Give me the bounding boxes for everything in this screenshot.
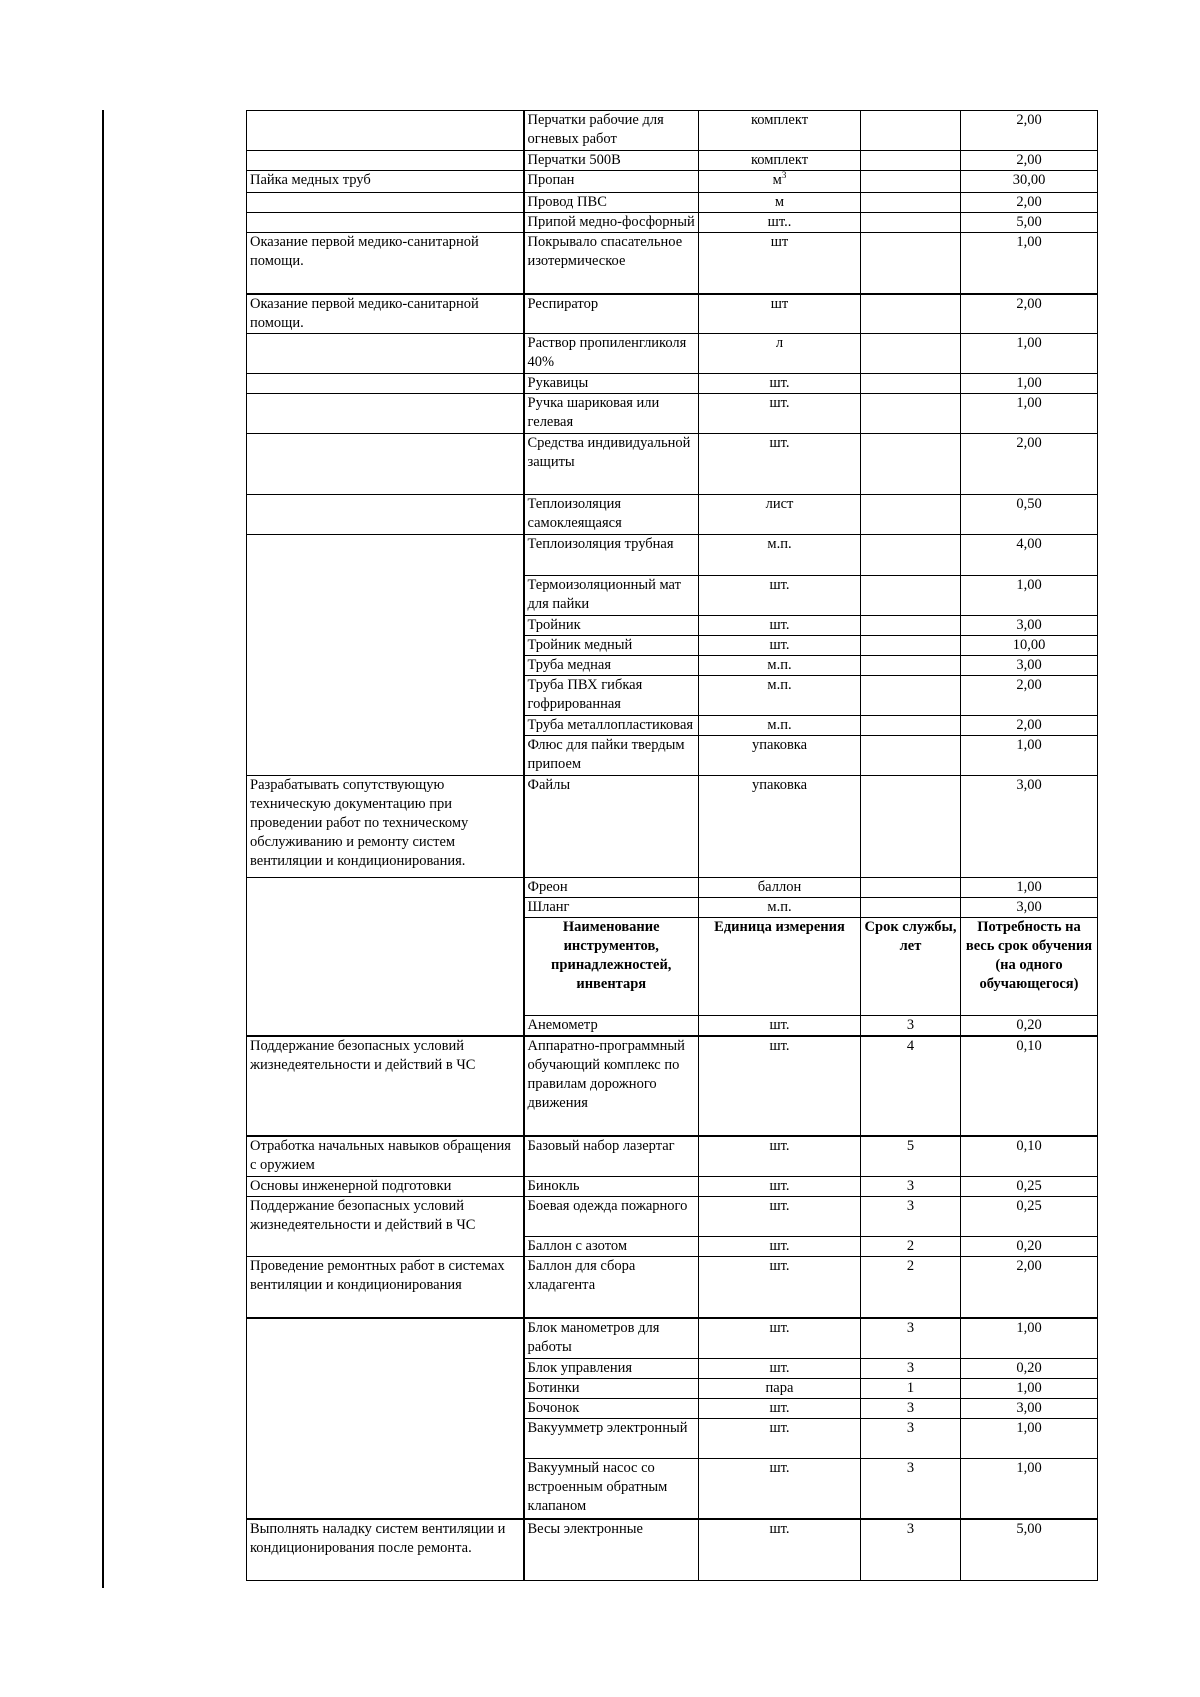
- unit-cell: шт.: [699, 1256, 861, 1318]
- service-life-cell: [861, 495, 961, 535]
- item-name-cell: Весы электронные: [524, 1519, 699, 1580]
- unit-cell: шт.: [699, 1016, 861, 1037]
- quantity-cell: 2,00: [961, 434, 1098, 495]
- header-quantity: Потребность на весь срок обучения (на одного обучающегося): [961, 918, 1098, 1016]
- quantity-cell: 2,00: [961, 294, 1098, 334]
- unit-cell: м.п.: [699, 716, 861, 736]
- service-life-cell: [861, 776, 961, 878]
- item-name-cell: Респиратор: [524, 294, 699, 334]
- quantity-cell: 5,00: [961, 213, 1098, 233]
- unit-cell: шт: [699, 233, 861, 294]
- unit-cell: [699, 171, 861, 193]
- item-name-cell: Блок манометров для работы: [524, 1318, 699, 1358]
- activity-cell: [247, 111, 524, 151]
- item-name-cell: Баллон для сбора хладагента: [524, 1256, 699, 1318]
- unit-cell: шт.: [699, 1418, 861, 1458]
- quantity-cell: 4,00: [961, 535, 1098, 576]
- unit-cell: шт.: [699, 394, 861, 434]
- activity-cell: [247, 213, 524, 233]
- activity-cell: Оказание первой медико-санитарной помощи.: [247, 233, 524, 294]
- header-service-life: Срок службы, лет: [861, 918, 961, 1016]
- activity-cell: Поддержание безопасных условий жизнедеятельности и действий в ЧС: [247, 1196, 524, 1256]
- item-name-cell: Блок управления: [524, 1358, 699, 1378]
- table-row: [247, 1136, 1098, 1176]
- item-name-cell: Базовый набор лазертаг: [524, 1136, 699, 1176]
- service-life-cell: [861, 878, 961, 898]
- item-name-cell: Труба ПВХ гибкая гофрированная: [524, 676, 699, 716]
- service-life-cell: 3: [861, 1519, 961, 1580]
- service-life-cell: 3: [861, 1358, 961, 1378]
- service-life-cell: [861, 636, 961, 656]
- activity-cell: Пайка медных труб: [247, 171, 524, 193]
- item-name-cell: Перчатки 500В: [524, 151, 699, 171]
- header-unit: Единица измерения: [699, 918, 861, 1016]
- table-row: [247, 434, 1098, 495]
- quantity-cell: 2,00: [961, 151, 1098, 171]
- item-name-cell: Фреон: [524, 878, 699, 898]
- item-name-cell: Флюс для пайки твердым припоем: [524, 736, 699, 776]
- item-name-cell: Средства индивидуальной защиты: [524, 434, 699, 495]
- unit-cell: шт.: [699, 1036, 861, 1136]
- quantity-cell: 2,00: [961, 716, 1098, 736]
- service-life-cell: [861, 233, 961, 294]
- quantity-cell: 1,00: [961, 334, 1098, 374]
- quantity-cell: 30,00: [961, 171, 1098, 193]
- service-life-cell: [861, 111, 961, 151]
- unit-cell: шт.: [699, 1358, 861, 1378]
- activity-cell: [247, 878, 524, 1037]
- service-life-cell: 3: [861, 1016, 961, 1037]
- activity-cell: Поддержание безопасных условий жизнедеятельности и действий в ЧС: [247, 1036, 524, 1136]
- quantity-cell: 0,20: [961, 1358, 1098, 1378]
- item-name-cell: Файлы: [524, 776, 699, 878]
- activity-cell: Выполнять наладку систем вентиляции и кондиционирования после ремонта.: [247, 1519, 524, 1580]
- unit-cell: м: [699, 193, 861, 213]
- unit-cell: комплект: [699, 111, 861, 151]
- table-row: [247, 776, 1098, 878]
- unit-cell: шт.: [699, 374, 861, 394]
- quantity-cell: 1,00: [961, 878, 1098, 898]
- item-name-cell: Вакуумный насос со встроенным обратным клапаном: [524, 1458, 699, 1519]
- activity-cell: Разрабатывать сопутствующую техническую документацию при проведении работ по техническому обслуживанию и ремонту систем вентиляции и кондиционирования.: [247, 776, 524, 878]
- quantity-cell: 1,00: [961, 1458, 1098, 1519]
- table-row: [247, 1176, 1098, 1196]
- quantity-cell: 2,00: [961, 1256, 1098, 1318]
- activity-cell: [247, 374, 524, 394]
- quantity-cell: 2,00: [961, 193, 1098, 213]
- unit-cell: баллон: [699, 878, 861, 898]
- unit-cell: шт.: [699, 1236, 861, 1256]
- service-life-cell: 3: [861, 1196, 961, 1236]
- unit-cell: шт.: [699, 434, 861, 495]
- quantity-cell: 3,00: [961, 616, 1098, 636]
- service-life-cell: [861, 616, 961, 636]
- item-name-cell: Анемометр: [524, 1016, 699, 1037]
- left-margin-rule: [102, 110, 104, 1588]
- quantity-cell: 1,00: [961, 576, 1098, 616]
- item-name-cell: Рукавицы: [524, 374, 699, 394]
- unit-cell: пара: [699, 1378, 861, 1398]
- activity-cell: [247, 1318, 524, 1519]
- table-row: [247, 1256, 1098, 1318]
- unit-cell: м.п.: [699, 535, 861, 576]
- unit-cell: шт.: [699, 1176, 861, 1196]
- quantity-cell: 2,00: [961, 111, 1098, 151]
- service-life-cell: [861, 898, 961, 918]
- unit-cell: лист: [699, 495, 861, 535]
- activity-cell: [247, 334, 524, 374]
- activity-cell: [247, 495, 524, 535]
- service-life-cell: 3: [861, 1418, 961, 1458]
- service-life-cell: [861, 334, 961, 374]
- equipment-table: [246, 110, 1098, 1581]
- item-name-cell: Припой медно-фосфорный: [524, 213, 699, 233]
- table-row: [247, 495, 1098, 535]
- unit-cell: шт.: [699, 1136, 861, 1176]
- unit-cell: шт: [699, 294, 861, 334]
- activity-cell: [247, 434, 524, 495]
- table-row: [247, 374, 1098, 394]
- item-name-cell: Ручка шариковая или гелевая: [524, 394, 699, 434]
- unit-cell: шт..: [699, 213, 861, 233]
- item-name-cell: Боевая одежда пожарного: [524, 1196, 699, 1236]
- service-life-cell: 3: [861, 1318, 961, 1358]
- item-name-cell: Бинокль: [524, 1176, 699, 1196]
- item-name-cell: Теплоизоляция самоклеящаяся: [524, 495, 699, 535]
- item-name-cell: Теплоизоляция трубная: [524, 535, 699, 576]
- unit-cell: упаковка: [699, 776, 861, 878]
- item-name-cell: Баллон с азотом: [524, 1236, 699, 1256]
- table-row: [247, 1036, 1098, 1136]
- unit-cell: шт.: [699, 1458, 861, 1519]
- unit-cell: шт.: [699, 636, 861, 656]
- item-name-cell: Тройник медный: [524, 636, 699, 656]
- service-life-cell: [861, 394, 961, 434]
- activity-cell: Основы инженерной подготовки: [247, 1176, 524, 1196]
- service-life-cell: [861, 193, 961, 213]
- unit-cell: шт.: [699, 1196, 861, 1236]
- service-life-cell: [861, 656, 961, 676]
- quantity-cell: 3,00: [961, 898, 1098, 918]
- table-row: [247, 1318, 1098, 1358]
- service-life-cell: 5: [861, 1136, 961, 1176]
- quantity-cell: 0,10: [961, 1036, 1098, 1136]
- table-row: [247, 334, 1098, 374]
- service-life-cell: 4: [861, 1036, 961, 1136]
- quantity-cell: 1,00: [961, 1318, 1098, 1358]
- activity-cell: Проведение ремонтных работ в системах вентиляции и кондиционирования: [247, 1256, 524, 1318]
- unit-cell: л: [699, 334, 861, 374]
- quantity-cell: 1,00: [961, 1418, 1098, 1458]
- item-name-cell: Шланг: [524, 898, 699, 918]
- quantity-cell: 0,20: [961, 1236, 1098, 1256]
- item-name-cell: Труба медная: [524, 656, 699, 676]
- quantity-cell: 1,00: [961, 1378, 1098, 1398]
- unit-superscript: 3: [781, 170, 787, 181]
- item-name-cell: Бочонок: [524, 1398, 699, 1418]
- item-name-cell: Покрывало спасательное изотермическое: [524, 233, 699, 294]
- activity-cell: [247, 394, 524, 434]
- service-life-cell: [861, 576, 961, 616]
- service-life-cell: [861, 434, 961, 495]
- service-life-cell: 3: [861, 1398, 961, 1418]
- item-name-cell: Термоизоляционный мат для пайки: [524, 576, 699, 616]
- table-row: [247, 394, 1098, 434]
- table-row: [247, 193, 1098, 213]
- activity-cell: Оказание первой медико-санитарной помощи.: [247, 294, 524, 334]
- quantity-cell: 5,00: [961, 1519, 1098, 1580]
- quantity-cell: 0,50: [961, 495, 1098, 535]
- table-row: [247, 1196, 1098, 1236]
- activity-cell: [247, 151, 524, 171]
- table-row: [247, 151, 1098, 171]
- quantity-cell: 3,00: [961, 776, 1098, 878]
- item-name-cell: Труба металлопластиковая: [524, 716, 699, 736]
- quantity-cell: 1,00: [961, 374, 1098, 394]
- table-row: [247, 213, 1098, 233]
- service-life-cell: 2: [861, 1256, 961, 1318]
- item-name-cell: Провод ПВС: [524, 193, 699, 213]
- service-life-cell: [861, 213, 961, 233]
- item-name-cell: Аппаратно-программный обучающий комплекс по правилам дорожного движения: [524, 1036, 699, 1136]
- unit-cell: м.п.: [699, 676, 861, 716]
- item-name-cell: Раствор пропиленгликоля 40%: [524, 334, 699, 374]
- table-row: [247, 294, 1098, 334]
- unit-cell: шт.: [699, 616, 861, 636]
- unit-cell: м.п.: [699, 656, 861, 676]
- service-life-cell: [861, 676, 961, 716]
- activity-cell: [247, 535, 524, 776]
- unit-cell: шт.: [699, 1398, 861, 1418]
- quantity-cell: 1,00: [961, 736, 1098, 776]
- unit-cell: комплект: [699, 151, 861, 171]
- quantity-cell: 0,25: [961, 1196, 1098, 1236]
- unit-cell: м.п.: [699, 898, 861, 918]
- table-row: [247, 1519, 1098, 1580]
- service-life-cell: 2: [861, 1236, 961, 1256]
- item-name-cell: Ботинки: [524, 1378, 699, 1398]
- quantity-cell: 1,00: [961, 233, 1098, 294]
- item-name-cell: Пропан: [524, 171, 699, 193]
- service-life-cell: [861, 535, 961, 576]
- quantity-cell: 0,25: [961, 1176, 1098, 1196]
- service-life-cell: 1: [861, 1378, 961, 1398]
- activity-cell: Отработка начальных навыков обращения с оружием: [247, 1136, 524, 1176]
- service-life-cell: [861, 151, 961, 171]
- unit-text: м: [772, 172, 782, 188]
- table-row: [247, 171, 1098, 193]
- quantity-cell: 0,20: [961, 1016, 1098, 1037]
- table-row: [247, 878, 1098, 898]
- service-life-cell: [861, 374, 961, 394]
- table-row: [247, 233, 1098, 294]
- quantity-cell: 3,00: [961, 1398, 1098, 1418]
- service-life-cell: [861, 171, 961, 193]
- quantity-cell: 10,00: [961, 636, 1098, 656]
- unit-cell: шт.: [699, 1318, 861, 1358]
- quantity-cell: 1,00: [961, 394, 1098, 434]
- service-life-cell: [861, 736, 961, 776]
- service-life-cell: [861, 294, 961, 334]
- quantity-cell: 2,00: [961, 676, 1098, 716]
- unit-cell: упаковка: [699, 736, 861, 776]
- unit-cell: шт.: [699, 576, 861, 616]
- unit-cell: шт.: [699, 1519, 861, 1580]
- item-name-cell: Вакуумметр электронный: [524, 1418, 699, 1458]
- item-name-cell: Тройник: [524, 616, 699, 636]
- header-item-name: Наименование инструментов, принадлежностей, инвентаря: [524, 918, 699, 1016]
- service-life-cell: 3: [861, 1176, 961, 1196]
- table-row: [247, 111, 1098, 151]
- quantity-cell: 3,00: [961, 656, 1098, 676]
- table-row: [247, 535, 1098, 576]
- service-life-cell: [861, 716, 961, 736]
- item-name-cell: Перчатки рабочие для огневых работ: [524, 111, 699, 151]
- quantity-cell: 0,10: [961, 1136, 1098, 1176]
- activity-cell: [247, 193, 524, 213]
- service-life-cell: 3: [861, 1458, 961, 1519]
